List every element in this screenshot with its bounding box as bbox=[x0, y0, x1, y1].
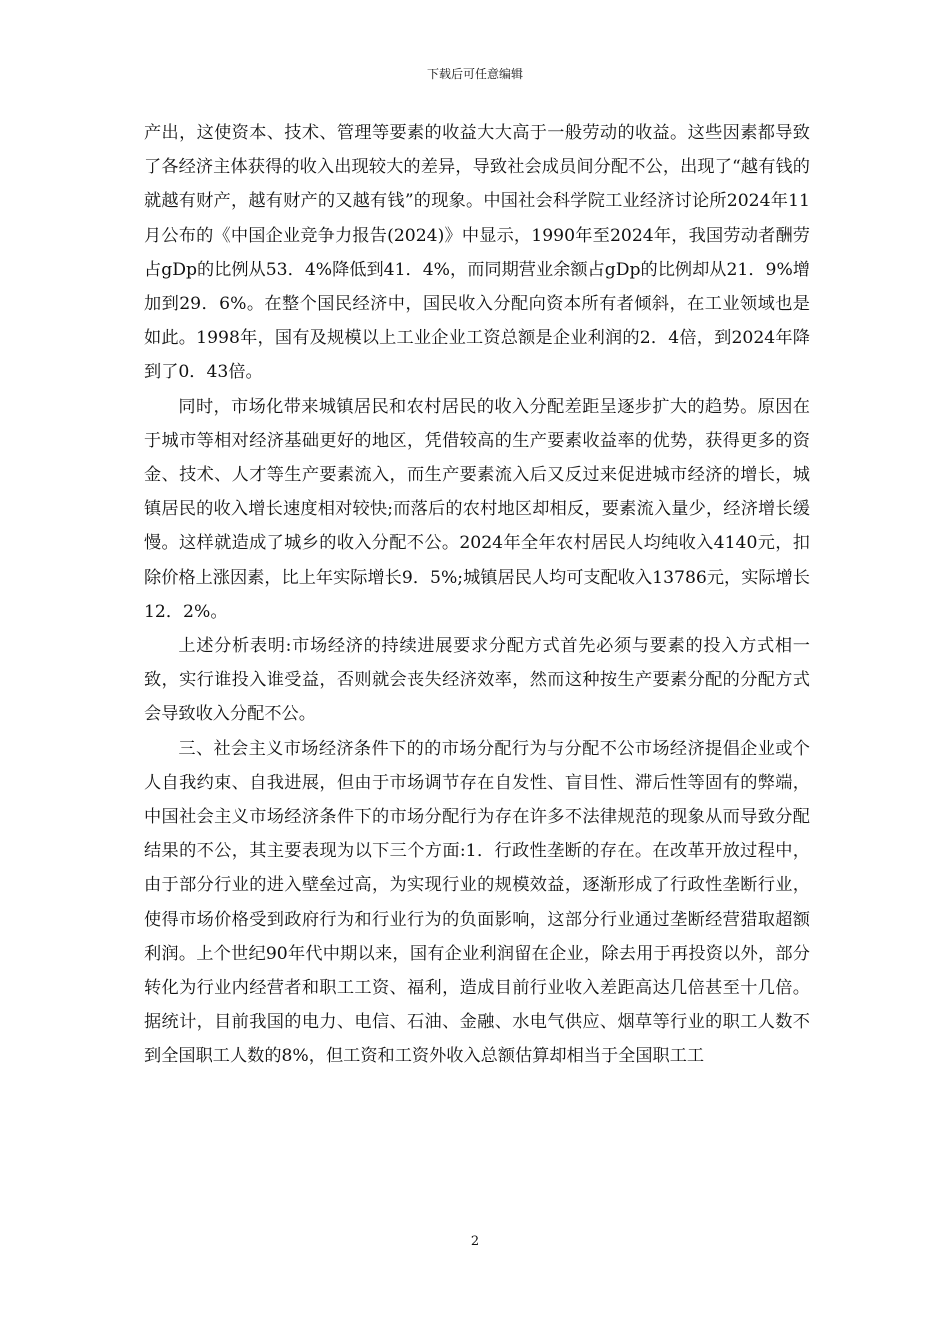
page-header: 下载后可任意编辑 bbox=[426, 67, 523, 81]
paragraph-2: 同时，市场化带来城镇居民和农村居民的收入分配差距呈逐步扩大的趋势。原因在于城市等相对经济基础更好的地区，凭借较高的生产要素收益率的优势，获得更多的资金、技术、人才等生产要素流入，而生产要素流入后又反过来促进城市经济的增长，城镇居民的收入增长速度相对较快;而落后的农村地区却相反，要素流入量少，经济增长缓慢。这样就造成了城乡的收入分配不公。2024年全年农村居民人均纯收入4140元，扣除价格上涨因素，比上年实际增长9．5%;城镇居民人均可支配收入13786元，实际增长12．2%。 bbox=[144, 396, 810, 622]
paragraph-1: 产出，这使资本、技术、管理等要素的收益大大高于一般劳动的收益。这些因素都导致了各经济主体获得的收入出现较大的差异，导致社会成员间分配不公，出现了“越有钱的就越有财产，越有财产的又越有钱”的现象。中国社会科学院工业经济讨论所2024年11月公布的《中国企业竞争力报告(2024)》中显示，1990年至2024年，我国劳动者酬劳占gDp的比例从53．4%降低到41．4%，而同期营业余额占gDp的比例却从21．9%增加到29．6%。在整个国民经济中，国民收入分配向资本所有者倾斜，在工业领域也是如此。1998年，国有及规模以上工业企业工资总额是企业利润的2．4倍，到2024年降到了0．43倍。 bbox=[144, 123, 810, 383]
document-body bbox=[144, 116, 810, 1074]
paragraph-4: 三、社会主义市场经济条件下的的市场分配行为与分配不公市场经济提倡企业或个人自我约束、自我进展，但由于市场调节存在自发性、盲目性、滞后性等固有的弊端，中国社会主义市场经济条件下的市场分配行为存在许多不法律规范的现象从而导致分配结果的不公，其主要表现为以下三个方面:1．行政性垄断的存在。在改革开放过程中，由于部分行业的进入壁垒过高，为实现行业的规模效益，逐渐形成了行政性垄断行业，使得市场价格受到政府行为和行业行为的负面影响，这部分行业通过垄断经营猎取超额利润。上个世纪90年代中期以来，国有企业利润留在企业，除去用于再投资以外，部分转化为行业内经营者和职工工资、福利，造成目前行业收入差距高达几倍甚至十几倍。据统计，目前我国的电力、电信、石油、金融、水电气供应、烟草等行业的职工人数不到全国职工人数的8%，但工资和工资外收入总额估算却相当于全国职工工 bbox=[144, 738, 810, 1067]
page-number: 2 bbox=[470, 1234, 480, 1249]
paragraph-3: 上述分析表明:市场经济的持续进展要求分配方式首先必须与要素的投入方式相一致，实行谁投入谁受益，否则就会丧失经济效率，然而这种按生产要素分配的分配方式会导致收入分配不公。 bbox=[144, 636, 810, 725]
